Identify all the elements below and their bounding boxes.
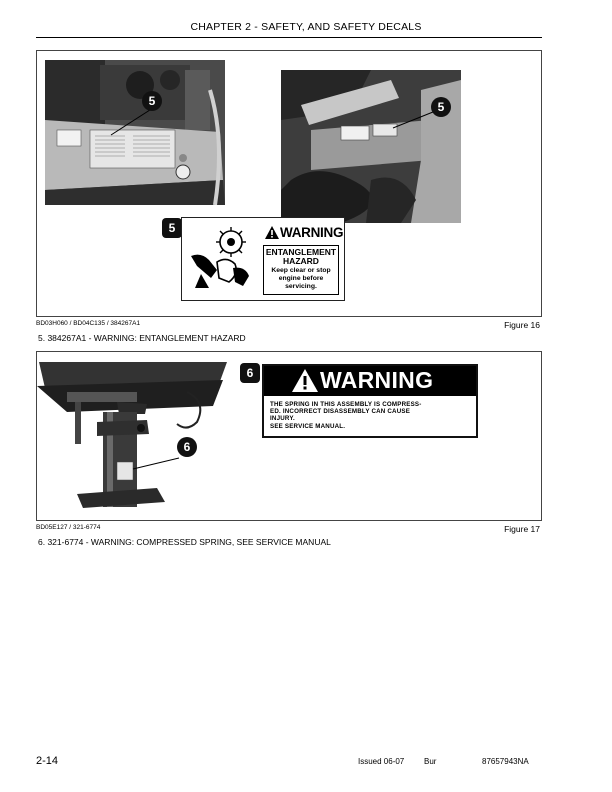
- decal-title-line-1: ENTANGLEMENT: [265, 247, 337, 257]
- page-header-title: CHAPTER 2 - SAFETY, AND SAFETY DECALS: [190, 21, 422, 33]
- decal-body-line-2: engine before: [278, 275, 324, 282]
- footer-doc-number: 87657943NA: [482, 757, 529, 766]
- decal-body-line-1: Keep clear or stop: [271, 267, 331, 274]
- callout-5-frame: 5: [431, 97, 451, 117]
- warning-triangle-icon: [265, 226, 279, 239]
- decal-warning-header: [263, 224, 344, 242]
- figure-16-photo-frame: [281, 70, 461, 223]
- decal-warning-text: WARNING: [280, 225, 344, 240]
- decal2-body-line-1: THE SPRING IN THIS ASSEMBLY IS COMPRESS-: [270, 401, 422, 408]
- decal2-message: [270, 401, 470, 430]
- footer-issued: Issued 06-07: [358, 757, 405, 766]
- figure-17-caption: 6. 321-6774 - WARNING: COMPRESSED SPRING, SEE SERVICE MANUAL: [38, 537, 331, 547]
- figure-16-caption: 5. 384267A1 - WARNING: ENTANGLEMENT HAZARD: [38, 333, 246, 343]
- entanglement-pictogram-icon: [187, 226, 259, 292]
- engine-photo-illustration: [45, 60, 225, 205]
- figure-17-label: Figure 17: [504, 524, 540, 534]
- callout-6-seat: 6: [177, 437, 197, 457]
- decal2-body-line-3: INJURY.: [270, 415, 295, 423]
- callout-5-decal: 5: [162, 218, 182, 238]
- decal2-header-band: [264, 366, 476, 396]
- figure-17-frame: [36, 351, 542, 521]
- decal2-warning-text: WARNING: [320, 367, 434, 393]
- footer-lang: Bur: [424, 757, 437, 766]
- figure-17-image-ref: BD05E127 / 321-6774: [36, 524, 101, 531]
- callout-5-engine: 5: [142, 91, 162, 111]
- decal-body-line-3: servicing.: [285, 283, 317, 290]
- decal2-body-line-4: SEE SERVICE MANUAL.: [270, 422, 346, 430]
- decal-message-box: [263, 245, 339, 295]
- figure-16-frame: [36, 50, 542, 317]
- figure-16-photo-engine: [45, 60, 225, 205]
- callout-6-decal: 6: [240, 363, 260, 383]
- decal2-body-line-2: ED. INCORRECT DISASSEMBLY CAN CAUSE: [270, 408, 411, 416]
- figure-16-image-ref: BD03H060 / BD04C135 / 384267A1: [36, 320, 141, 327]
- footer-page-number: 2-14: [36, 755, 59, 767]
- figure-17-photo-seat: [37, 362, 227, 508]
- entanglement-decal: [181, 217, 345, 301]
- frame-photo-illustration: [281, 70, 461, 223]
- warning-triangle-icon: [292, 369, 318, 392]
- compressed-spring-decal: [262, 364, 478, 438]
- header-rule: [36, 37, 542, 38]
- decal-title-line-2: HAZARD: [283, 256, 319, 266]
- seat-post-photo-illustration: [37, 362, 227, 508]
- figure-16-label: Figure 16: [504, 320, 540, 330]
